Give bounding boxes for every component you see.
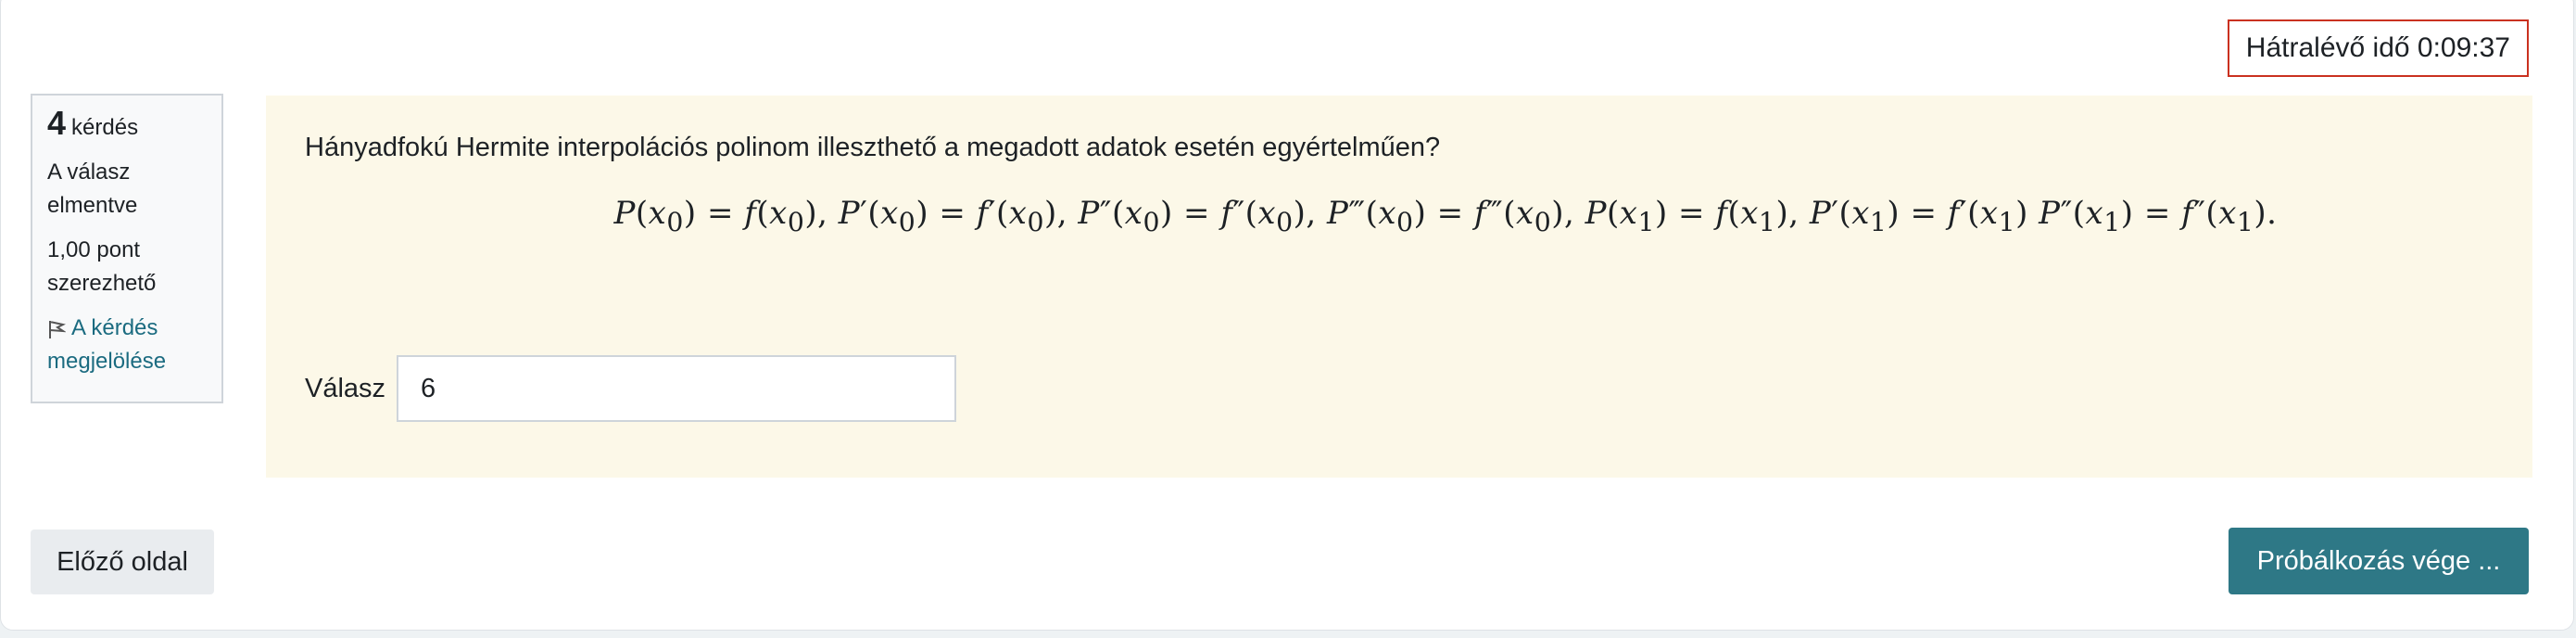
- question-formula: $P(x_0) = f(x_0)$, $P'(x_0) = f'(x_0)$, $P''(x_0) = f''(x_0)$, $P‴(x_0)$ = $f‴(x_0)$, $P(x_1) = f(x_1)$, $P'(x_1) = f'(x_1) P''(x_1) = f''(x_1)$.: [613, 195, 2278, 237]
- question-content: [266, 96, 2532, 478]
- flag-question-link[interactable]: A kérdés megjelölése: [47, 315, 167, 374]
- question-number: 4 kérdés: [47, 104, 139, 142]
- previous-page-button[interactable]: Előző oldal: [31, 530, 214, 594]
- remaining-time: Hátralévő idő 0:09:37: [2228, 19, 2529, 77]
- question-text: Hányadfokú Hermite interpolációs polinom illeszthető a megadott adatok esetén egyértelműen?: [305, 133, 1441, 162]
- answer-status: A válasz elmentve: [47, 160, 138, 218]
- answer-label: Válasz: [305, 373, 386, 403]
- question-points: 1,00 pont szerezhető: [47, 237, 157, 296]
- flag-icon: [47, 319, 66, 339]
- answer-input[interactable]: [397, 355, 956, 422]
- question-info: [31, 94, 223, 403]
- answer-row: [305, 355, 956, 422]
- finish-attempt-button[interactable]: Próbálkozás vége ...: [2229, 528, 2529, 594]
